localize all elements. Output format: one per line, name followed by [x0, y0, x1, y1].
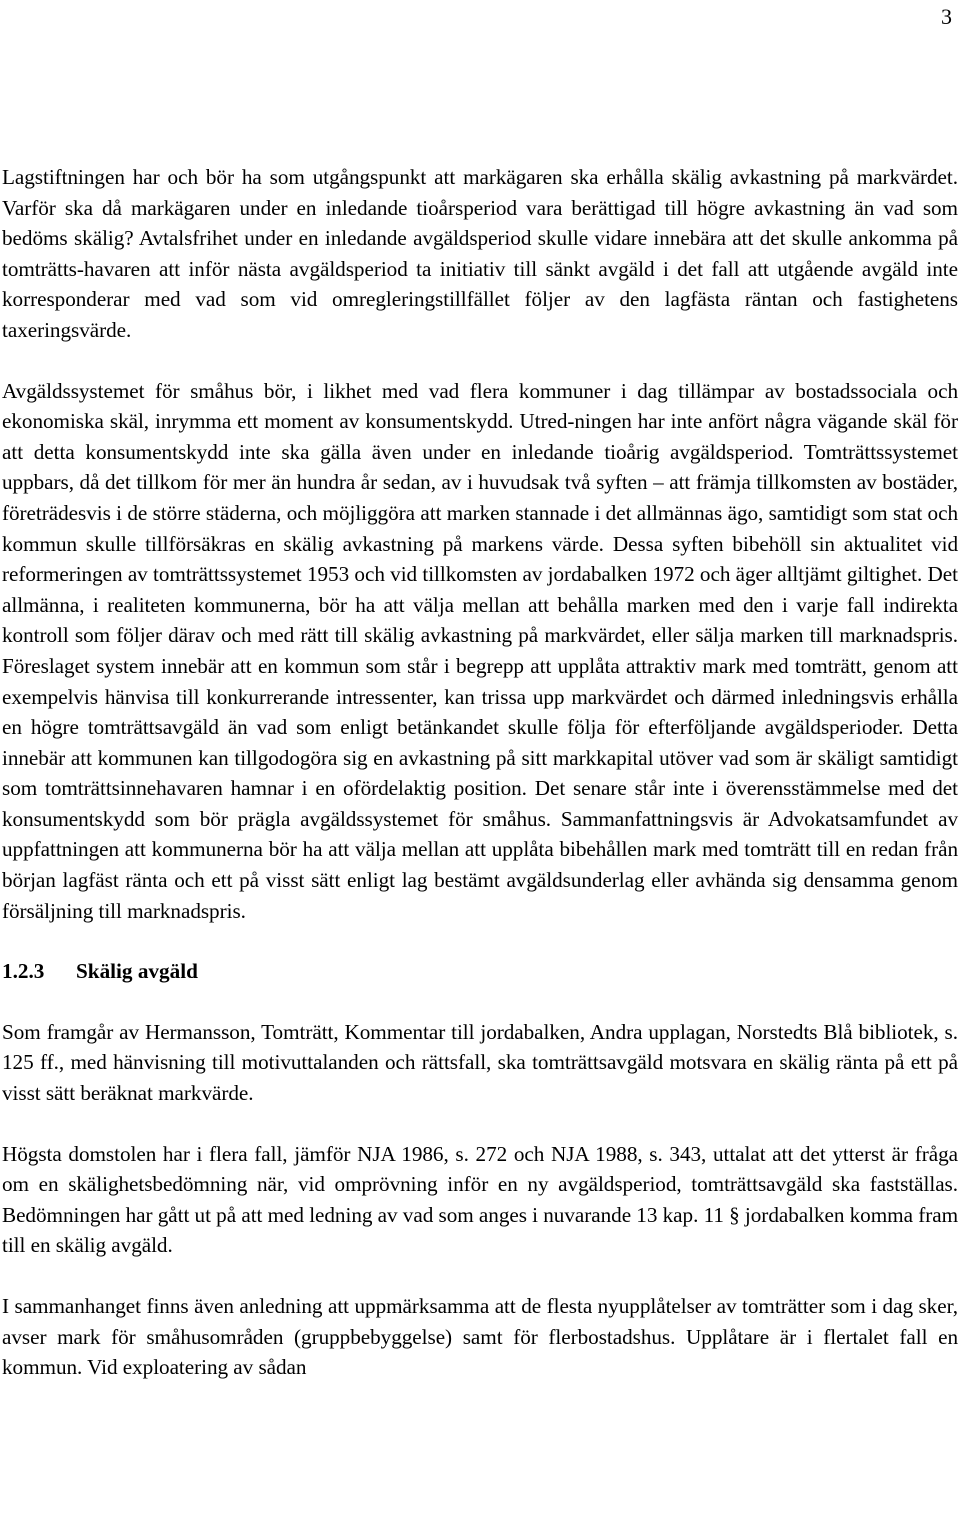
- page-number: 3: [941, 4, 952, 29]
- paragraph-spacer: [2, 1261, 958, 1291]
- section-heading: [2, 956, 958, 987]
- section-paragraph-2: Högsta domstolen har i flera fall, jämför NJA 1986, s. 272 och NJA 1988, s. 343, uttalat att det ytterst är fråga om en skälighetsbedömning när, vid omprövning inför en ny avgäldsperiod, tomträttsavgäld ska fastställas. Bedömningen har gått ut på att med ledning av vad som anges i nuvarande 13 kap. 11 § jordabalken komma fram till en skälig avgäld.: [2, 1141, 958, 1258]
- paragraph-1: Lagstiftningen har och bör ha som utgångspunkt att markägaren ska erhålla skälig avkastning på markvärdet. Varför ska då markägaren under en inledande tioårsperiod vara berättigad till högre avkastning än vad som bedöms skälig? Avtalsfrihet under en inledande avgäldsperiod skulle vidare innebära att det skulle ankomma på tomträtts-havaren att inför nästa avgäldsperiod ta initiativ till sänkt avgäld i det fall att utgående avgäld inte korresponderar med vad som vid omregleringstillfället följer av den lagfästa räntan och fastighetens taxeringsvärde.: [2, 165, 958, 342]
- paragraph-2: Avgäldssystemet för småhus bör, i likhet med vad flera kommuner i dag tillämpar av bostadssociala och ekonomiska skäl, inrymma ett moment av konsumentskydd. Utred-ningen har inte anfört några vägande skäl för att detta konsumentskydd inte ska gälla även under en inledande tioårig avgäldsperiod. Tomträttssystemet uppbars, då det tillkom för mer än hundra år sedan, av i huvudsak två syften – att främja tillkomsten av bostäder, företrädesvis i de större städerna, och möjliggöra att marken stannade i det allmännas ägo, samtidigt som stat och kommun skulle tillförsäkras en skälig avkastning på markens värde. Dessa syften bibehöll sin aktualitet vid reformeringen av tomträttssystemet 1953 och vid tillkomsten av jordabalken 1972 och äger alltjämt giltighet. Det allmänna, i realiteten kommunerna, bör ha att välja mellan att behålla marken med den i varje fall indirekta kontroll som följer därav och med rätt till skälig avkastning på markvärdet, eller sälja marken till marknadspris. Föreslaget system innebär att en kommun som står i begrepp att upplåta attraktiv mark med tomträtt, genom att exempelvis hänvisa till konkurrerande intressenter, kan trissa upp markvärdet och därmed inledningsvis erhålla en högre tomträttsavgäld än vad som enligt betänkandet skulle följa för efterföljande avgäldsperioder. Detta innebär att kommunen kan tillgodogöra sig en avkastning på sitt markkapital utöver vad som är skäligt samtidigt som tomträttsinnehavaren hamnar i en ofördelaktig position. Det senare står inte i överensstämmelse med det konsumentskydd som bör prägla avgäldssystemet för småhus. Sammanfattningsvis är Advokatsamfundet av uppfattningen att kommunerna bör ha att välja mellan att upplåta bibehållen mark med tomträtt till en redan från början lagfäst ränta och ett på visst sätt enligt lag bestämt avgäldsunderlag eller avhända sig densamma genom försäljning till marknadspris.: [2, 378, 958, 923]
- paragraph-spacer: [2, 987, 958, 1017]
- paragraph-spacer: [2, 346, 958, 376]
- document-body: [2, 162, 958, 1383]
- section-title: Skälig avgäld: [76, 959, 198, 984]
- section-number: 1.2.3: [2, 959, 45, 984]
- section-paragraph-3: I sammanhanget finns även anledning att uppmärksamma att de flesta nyupplåtelser av tomträtter som i dag sker, avser mark för småhusområden (gruppbebyggelse) samt för flerbostadshus. Upplåtare är i flertalet fall en kommun. Vid exploatering av sådan: [2, 1294, 958, 1380]
- paragraph-spacer: [2, 1109, 958, 1139]
- section-paragraph-1: Som framgår av Hermansson, Tomträtt, Kommentar till jordabalken, Andra upplagan, Norstedts Blå bibliotek, s. 125 ff., med hänvisning till motivuttalanden och rättsfall, ska tomträttsavgäld motsvara en skälig ränta på ett på visst sätt beräknat markvärde.: [2, 1019, 958, 1106]
- paragraph-spacer: [2, 926, 958, 956]
